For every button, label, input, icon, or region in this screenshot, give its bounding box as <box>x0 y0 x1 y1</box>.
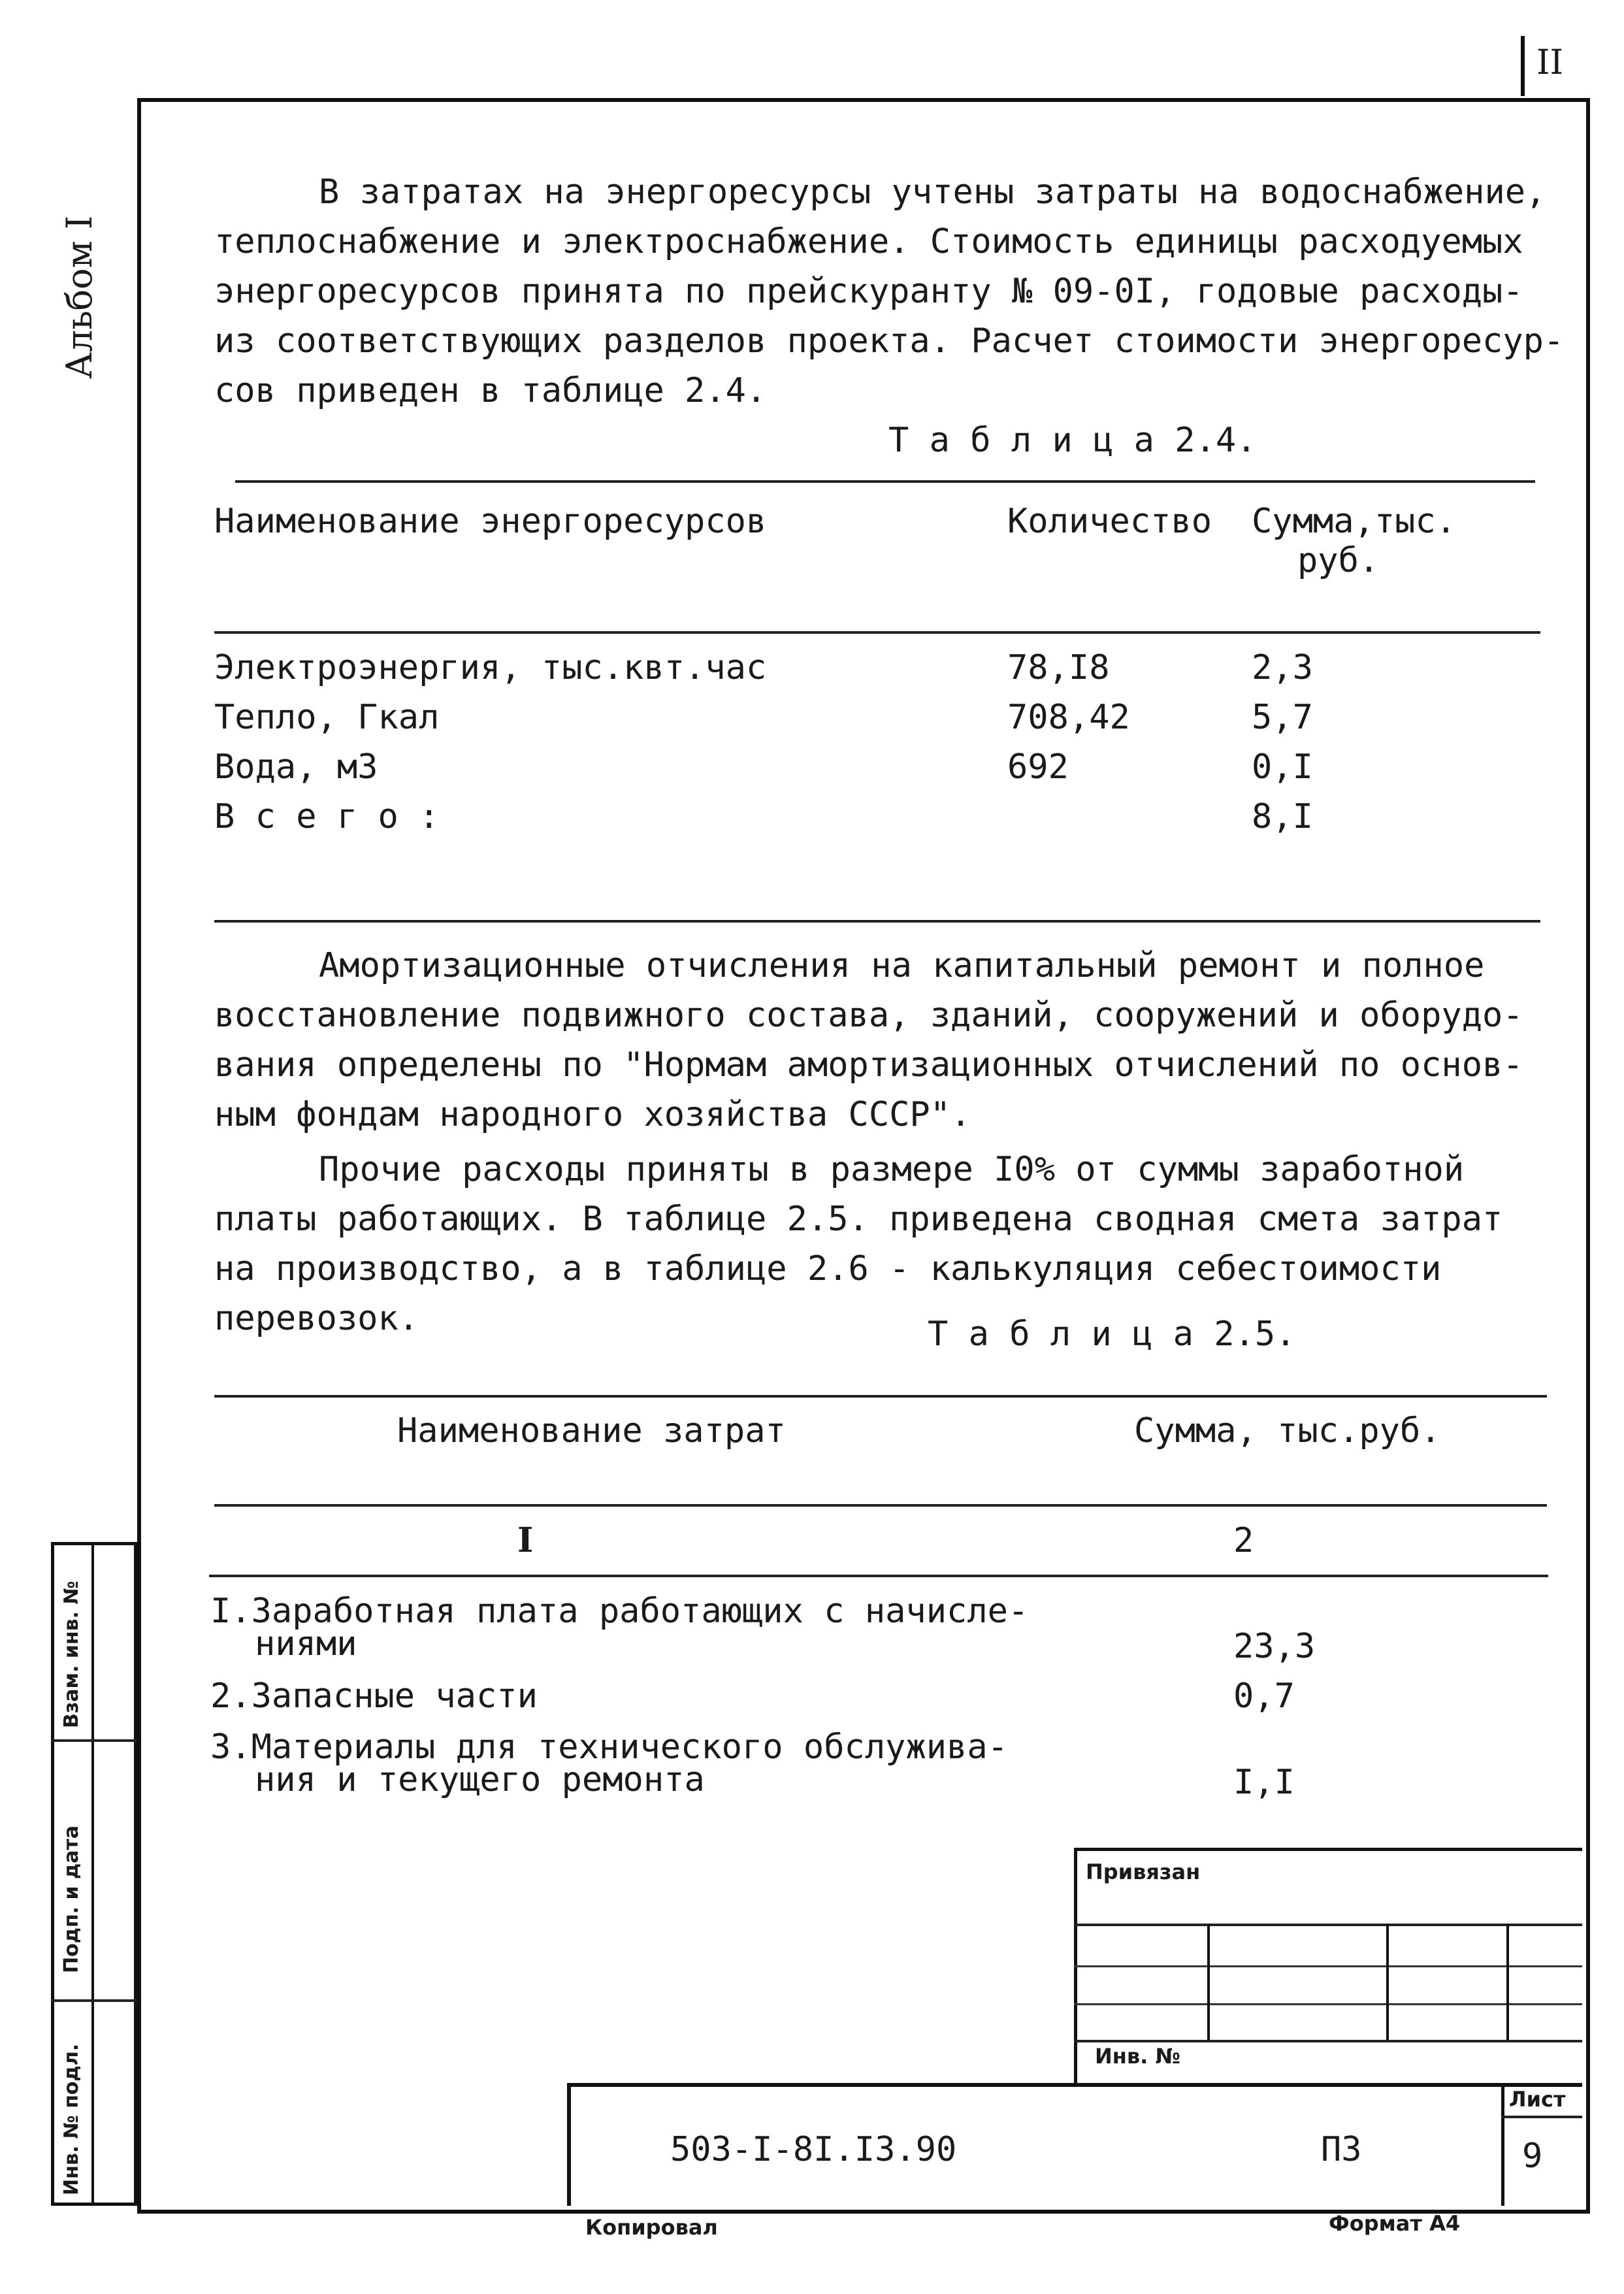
table24-cell-sum: 0,I <box>1252 747 1313 787</box>
side-vzam-inv: Взам. инв. № <box>60 1581 83 1728</box>
title-block-doc-code: 503-I-8I.I3.90 <box>670 2130 957 2169</box>
title-block-list-vline <box>1501 2083 1504 2206</box>
text-line: из соответствующих разделов проекта. Расчет стоимости энергоресур- <box>214 321 1565 361</box>
side-stamp-divider-1 <box>51 1739 137 1742</box>
text-line: Прочие расходы приняты в размере I0% от суммы заработной <box>319 1150 1465 1189</box>
table24-cell-name: Вода, м3 <box>214 747 378 787</box>
text-line: вания определены по "Нормам амортизационных отчислений по основ- <box>214 1045 1523 1085</box>
footer-copied: Копировал <box>585 2215 718 2240</box>
text-line: перевозок. <box>214 1299 419 1338</box>
album-label: Альбом I <box>59 215 100 379</box>
table24-cell-qty: 708,42 <box>1007 698 1130 737</box>
title-block-sheet-number: 9 <box>1522 2137 1543 2176</box>
table25-header-rule <box>214 1504 1547 1507</box>
text-line: на производство, а в таблице 2.6 - калькуляция себестоимости <box>214 1249 1442 1288</box>
table24-cell-sum: 2,3 <box>1252 648 1313 687</box>
table25-cell-name: I.Заработная плата работающих с начисле- <box>210 1592 1029 1631</box>
side-stamp-inner-line <box>91 1542 94 2206</box>
side-inv-podl: Инв. № подл. <box>60 2043 83 2195</box>
table25-cell-name-cont: ниями <box>255 1624 357 1663</box>
table25-cell-sum: I,I <box>1233 1763 1295 1802</box>
title-block-list-rule <box>1501 2116 1582 2118</box>
table24-header-name: Наименование энергоресурсов <box>214 502 767 541</box>
attachment-stamp-vline-1 <box>1207 1924 1210 2040</box>
footer-format: Формат А4 <box>1329 2211 1461 2236</box>
table24-title: Т а б л и ц а 2.4. <box>888 421 1257 460</box>
table24-cell-name: Электроэнергия, тыс.квт.час <box>214 648 767 687</box>
attachment-stamp-vline-3 <box>1506 1924 1509 2040</box>
text-line: Амортизационные отчисления на капитальный ремонт и полное <box>319 946 1485 985</box>
attachment-stamp-rule-4 <box>1074 2040 1582 2042</box>
text-line: восстановление подвижного состава, зданий, сооружений и оборудо- <box>214 996 1523 1035</box>
table25-header-name: Наименование затрат <box>397 1411 786 1450</box>
top-sheet-number: II <box>1536 43 1564 82</box>
attachment-stamp-vline-2 <box>1386 1924 1389 2040</box>
text-line: энергоресурсов принята по прейскуранту № 09-0I, годовые расходы- <box>214 272 1523 311</box>
table24-cell-qty: 692 <box>1007 747 1069 787</box>
table25-header-sum: Сумма, тыс.руб. <box>1134 1411 1441 1450</box>
table24-bottom-rule <box>214 920 1540 923</box>
table24-cell-name: В с е г о : <box>214 797 440 836</box>
title-block-doc-type: ПЗ <box>1321 2130 1362 2169</box>
table25-cell-name-cont: ния и текущего ремонта <box>255 1760 705 1799</box>
side-podp-data: Подп. и дата <box>60 1825 83 1973</box>
text-line: ным фондам народного хозяйства СССР". <box>214 1095 971 1134</box>
table25-cell-sum: 0,7 <box>1233 1677 1295 1716</box>
attachment-stamp-inv-label: Инв. № <box>1095 2044 1180 2069</box>
table24-cell-name: Тепло, Гкал <box>214 698 440 737</box>
table25-colnum-rule <box>209 1575 1548 1577</box>
table25-colnum-2: 2 <box>1233 1521 1254 1560</box>
text-line: теплоснабжение и электроснабжение. Стоимость единицы расходуемых <box>214 222 1523 261</box>
table24-header-sum1: Сумма,тыс. <box>1252 502 1457 541</box>
table25-cell-name: 2.Запасные части <box>210 1677 538 1716</box>
attachment-stamp-label: Привязан <box>1086 1860 1201 1884</box>
table25-cell-name: 3.Материалы для технического обслужива- <box>210 1728 1008 1767</box>
table24-cell-qty: 78,I8 <box>1007 648 1110 687</box>
text-line: платы работающих. В таблице 2.5. приведена сводная смета затрат <box>214 1200 1503 1239</box>
table25-colnum-1: I <box>517 1520 534 1560</box>
text-line: В затратах на энергоресурсы учтены затраты на водоснабжение, <box>319 172 1546 212</box>
table25-top-rule <box>214 1395 1547 1398</box>
side-stamp-divider-2 <box>51 1999 137 2002</box>
table24-cell-sum: 5,7 <box>1252 698 1313 737</box>
table25-cell-sum: 23,3 <box>1233 1627 1316 1666</box>
top-sheet-divider <box>1521 36 1525 96</box>
title-block-list-label: Лист <box>1509 2087 1566 2112</box>
table24-header-qty: Количество <box>1007 502 1212 541</box>
table24-top-rule <box>235 480 1535 483</box>
text-line: сов приведен в таблице 2.4. <box>214 371 767 410</box>
table24-cell-sum: 8,I <box>1252 797 1313 836</box>
table24-header-sum2: руб. <box>1297 541 1380 580</box>
table24-header-rule <box>214 631 1540 634</box>
table25-title: Т а б л и ц а 2.5. <box>928 1315 1296 1354</box>
